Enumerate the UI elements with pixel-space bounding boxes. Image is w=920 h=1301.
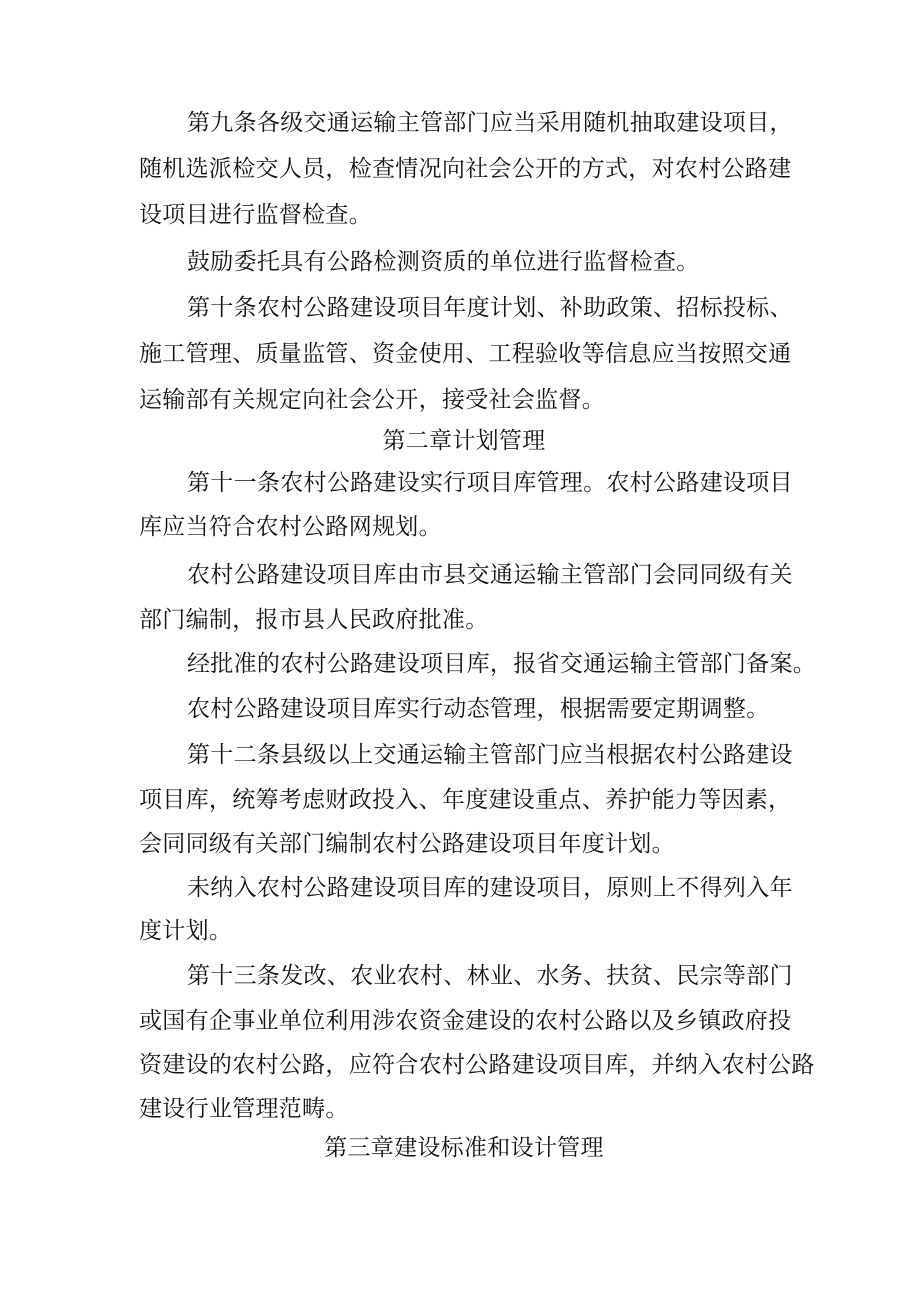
article-12-line-3: 会同同级有关部门编制农村公路建设项目年度计划。: [139, 831, 675, 857]
article-12-paragraph-2-line-1: 未纳入农村公路建设项目库的建设项目，原则上不得列入年: [187, 875, 793, 901]
article-13-line-1: 第十三条发改、农业农村、林业、水务、扶贫、民宗等部门: [187, 963, 793, 989]
article-10-line-3: 运输部有关规定向社会公开，接受社会监督。: [139, 387, 605, 413]
article-9-line-2: 随机选派检交人员，检查情况向社会公开的方式，对农村公路建: [139, 156, 792, 182]
article-9-line-1: 第九条各级交通运输主管部门应当采用随机抽取建设项目，: [187, 110, 793, 136]
article-9-line-3: 设项目进行监督检查。: [139, 202, 372, 228]
article-11-paragraph-2-line-1: 农村公路建设项目库由市县交通运输主管部门会同同级有关: [187, 562, 793, 588]
chapter-2-heading: 第二章计划管理: [382, 428, 546, 454]
article-11-paragraph-4: 农村公路建设项目库实行动态管理，根据需要定期调整。: [187, 696, 770, 722]
article-12-line-2: 项目库，统筹考虑财政投入、年度建设重点、养护能力等因素，: [139, 787, 792, 813]
article-13-line-4: 建设行业管理范畴。: [139, 1096, 349, 1122]
article-11-line-1: 第十一条农村公路建设实行项目库管理。农村公路建设项目: [187, 470, 793, 496]
article-12-line-1: 第十二条县级以上交通运输主管部门应当根据农村公路建设: [187, 742, 793, 768]
chapter-3-heading: 第三章建设标准和设计管理: [324, 1135, 604, 1161]
article-11-paragraph-2-line-2: 部门编制，报市县人民政府批准。: [139, 607, 489, 633]
article-13-line-3: 资建设的农村公路，应符合农村公路建设项目库，并纳入农村公路: [139, 1052, 815, 1078]
article-10-line-1: 第十条农村公路建设项目年度计划、补助政策、招标投标、: [187, 295, 793, 321]
article-13-line-2: 或国有企事业单位利用涉农资金建设的农村公路以及乡镇政府投: [139, 1008, 792, 1034]
article-11-paragraph-3: 经批准的农村公路建设项目库，报省交通运输主管部门备案。: [187, 651, 817, 677]
article-10-line-2: 施工管理、质量监管、资金使用、工程验收等信息应当按照交通: [139, 341, 792, 367]
article-9-paragraph-2: 鼓励委托具有公路检测资质的单位进行监督检查。: [187, 249, 700, 275]
article-12-paragraph-2-line-2: 度计划。: [139, 918, 233, 944]
article-11-line-2: 库应当符合农村公路网规划。: [139, 514, 442, 540]
